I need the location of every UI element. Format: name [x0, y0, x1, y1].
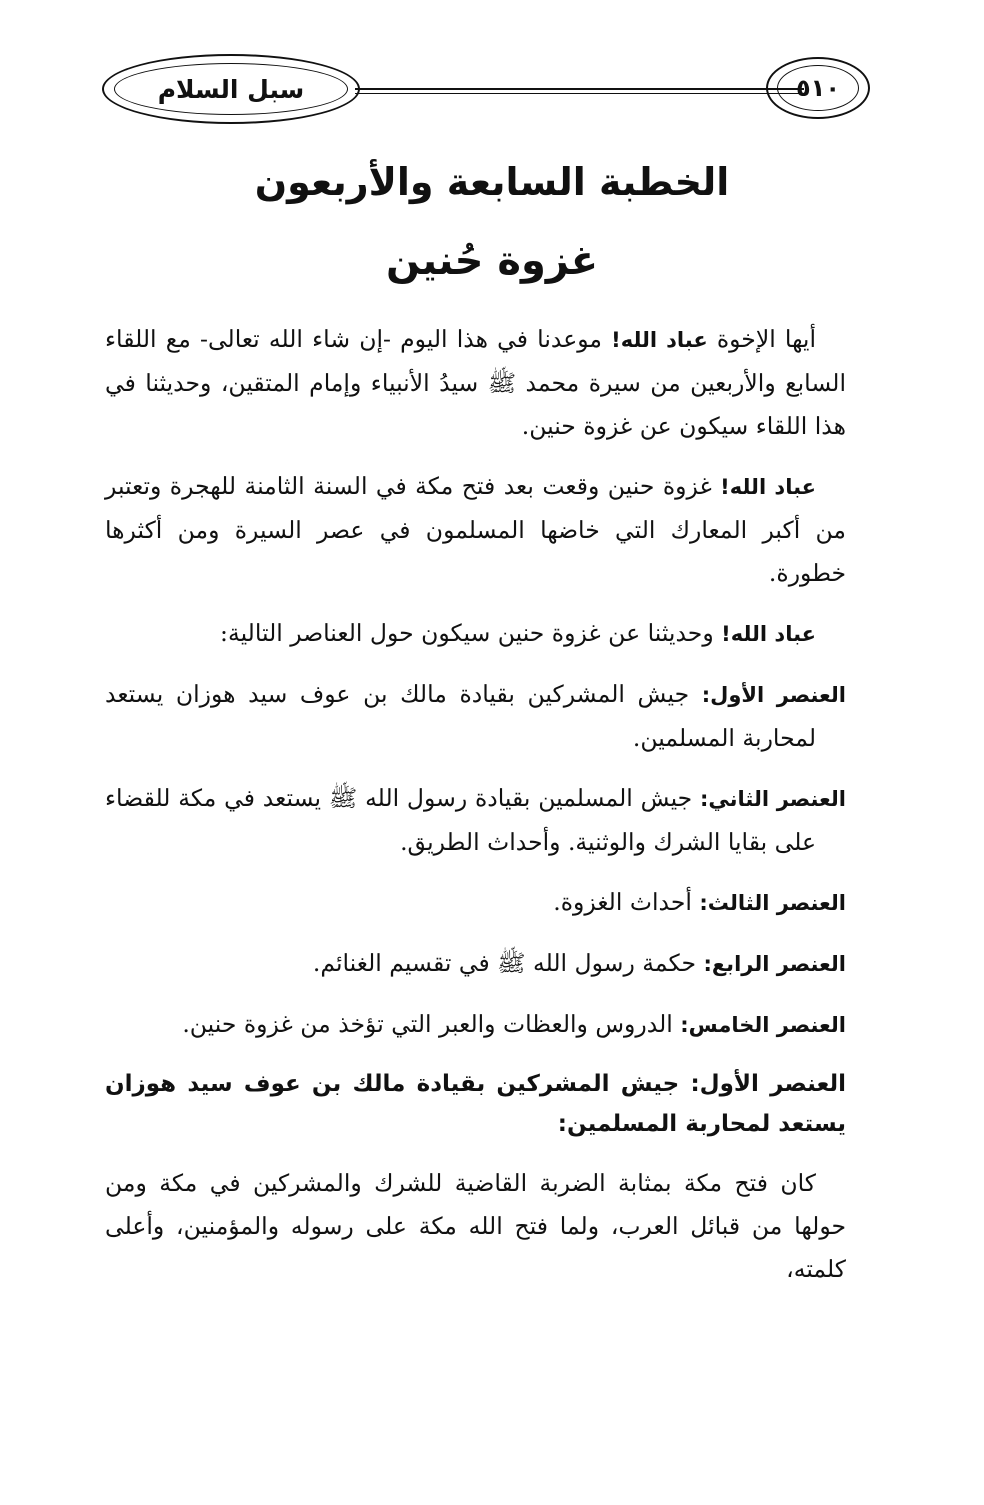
background-paragraph [105, 465, 846, 595]
intro-label: عباد الله! [611, 328, 708, 352]
outline-item-label: العنصر الخامس: [680, 1013, 846, 1037]
outline-item-label: العنصر الأول: [701, 683, 846, 707]
intro-text: موعدنا في هذا اليوم -إن شاء الله تعالى- مع اللقاء السابع والأربعين من سيرة محمد ﷺ سيدُ الأنبياء وإمام المتقين، وحديثنا في هذا اللقاء سيكون عن غزوة حنين. [105, 325, 846, 440]
outline-item-text: جيش المشركين بقيادة مالك بن عوف سيد هوزان يستعد لمحاربة المسلمين. [105, 680, 816, 752]
outline-item-label: العنصر الثالث: [699, 891, 846, 915]
outline-item [105, 1003, 846, 1047]
outline-item-label: العنصر الثاني: [700, 787, 846, 811]
outline-item-text: جيش المسلمين بقيادة رسول الله ﷺ يستعد في مكة للقضاء على بقايا الشرك والوثنية. وأحداث الطريق. [105, 784, 816, 856]
header-rule-thin [355, 93, 804, 94]
intro-lead: أيها الإخوة [707, 325, 816, 353]
header-rule [355, 88, 804, 90]
outline-item-text: حكمة رسول الله ﷺ في تقسيم الغنائم. [312, 949, 704, 977]
outline-intro-label: عباد الله! [721, 622, 816, 646]
sermon-title: الخطبة السابعة والأربعون [254, 160, 730, 204]
outline-item-text: الدروس والعظات والعبر التي تؤخذ من غزوة حنين. [182, 1010, 681, 1038]
outline-item [105, 777, 846, 864]
book-title: سبل السلام [114, 63, 348, 115]
outline-item [105, 881, 846, 925]
outline-item-text: أحداث الغزوة. [553, 888, 700, 916]
outline-item [105, 673, 846, 760]
page-number: ٥١٠ [777, 65, 859, 111]
intro-paragraph [105, 318, 846, 448]
section-heading: العنصر الأول: جيش المشركين بقيادة مالك بن عوف سيد هوزان يستعد لمحاربة المسلمين: [105, 1071, 846, 1137]
background-label: عباد الله! [720, 475, 816, 499]
outline-intro-text: وحديثنا عن غزوة حنين سيكون حول العناصر التالية: [220, 619, 722, 647]
page-body [105, 318, 846, 1308]
outline-item [105, 942, 846, 986]
outline-intro-paragraph [105, 612, 846, 656]
section-paragraph: كان فتح مكة بمثابة الضربة القاضية للشرك والمشركين في مكة ومن حولها من قبائل العرب، ولما فتح الله مكة على رسوله والمؤمنين، وأعلى كلمته، [105, 1169, 846, 1283]
outline-item-label: العنصر الرابع: [703, 952, 846, 976]
sermon-subtitle: غزوة حُنين [385, 238, 599, 284]
background-text: غزوة حنين وقعت بعد فتح مكة في السنة الثامنة للهجرة وتعتبر من أكبر المعارك التي خاضها المسلمون في عصر السيرة ومن أكثرها خطورة. [105, 472, 846, 587]
